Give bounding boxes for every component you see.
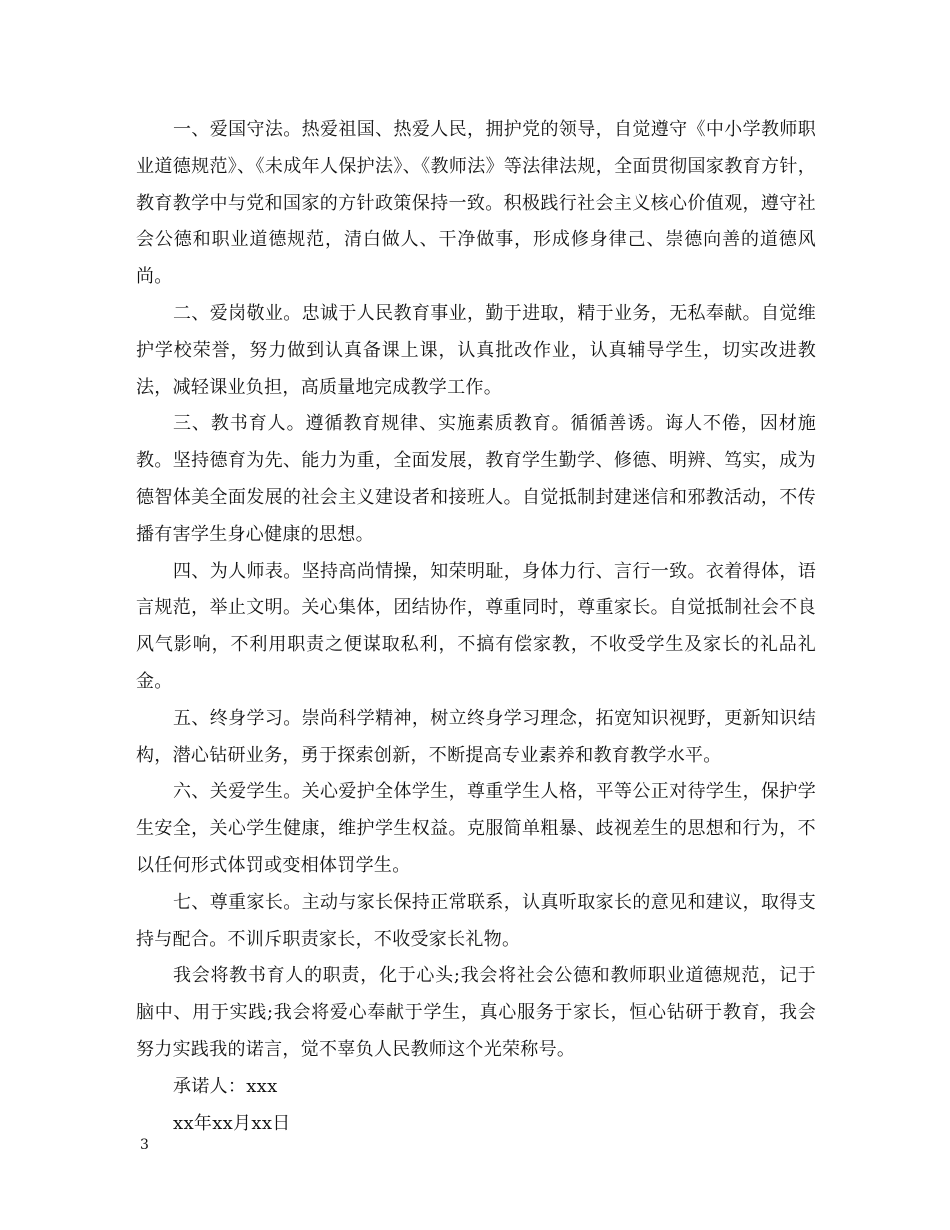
date-line: xx年xx月xx日	[173, 1112, 291, 1134]
paragraph-teaching: 三、教书育人。遵循教育规律、实施素质教育。循循善诱。诲人不倦，因材施教。坚持德育为先、能力为重，全面发展，教育学生勤学、修德、明辨、笃实，成为德智体美全面发展的社会主义建设者和接班人。自觉抵制封建迷信和邪教活动，不传播有害学生身心健康的思想。	[136, 413, 816, 545]
document-body	[136, 112, 816, 1142]
paragraph-lifelong-learning: 五、终身学习。崇尚科学精神，树立终身学习理念，拓宽知识视野，更新知识结构，潜心钻研业务，勇于探索创新，不断提高专业素养和教育教学水平。	[136, 707, 816, 766]
paragraph-dedication: 二、爱岗敬业。忠诚于人民教育事业，勤于进取，精于业务，无私奉献。自觉维护学校荣誉，努力做到认真备课上课，认真批改作业，认真辅导学生，切实改进教法，减轻课业负担，高质量地完成教学工作。	[136, 302, 816, 398]
paragraph-care-students: 六、关爱学生。关心爱护全体学生，尊重学生人格，平等公正对待学生，保护学生安全，关心学生健康，维护学生权益。克服简单粗暴、歧视差生的思想和行为，不以任何形式体罚或变相体罚学生。	[136, 781, 816, 876]
paragraph-respect-parents: 七、尊重家长。主动与家长保持正常联系，认真听取家长的意见和建议，取得支持与配合。不训斥职责家长，不收受家长礼物。	[136, 891, 816, 950]
page-number: 3	[140, 1137, 149, 1153]
paragraph-pledge: 我会将教书育人的职责，化于心头;我会将社会公德和教师职业道德规范，记于脑中、用于实践;我会将爱心奉献于学生，真心服务于家长，恒心钻研于教育，我会努力实践我的诺言，觉不辜负人民教师这个光荣称号。	[136, 965, 816, 1060]
paragraph-role-model: 四、为人师表。坚持高尚情操，知荣明耻，身体力行、言行一致。衣着得体，语言规范，举止文明。关心集体，团结协作，尊重同时，尊重家长。自觉抵制社会不良风气影响，不利用职责之便谋取私利，不搞有偿家教，不收受学生及家长的礼品礼金。	[136, 560, 816, 692]
paragraph-patriotism: 一、爱国守法。热爱祖国、热爱人民，拥护党的领导，自觉遵守《中小学教师职业道德规范》、《未成年人保护法》、《教师法》等法律法规，全面贯彻国家教育方针，教育教学中与党和国家的方针政策保持一致。积极践行社会主义核心价值观，遵守社会公德和职业道德规范，清白做人、干净做事，形成修身律己、崇德向善的道德风尚。	[136, 119, 816, 288]
signatory-line: 承诺人：xxx	[173, 1075, 278, 1097]
